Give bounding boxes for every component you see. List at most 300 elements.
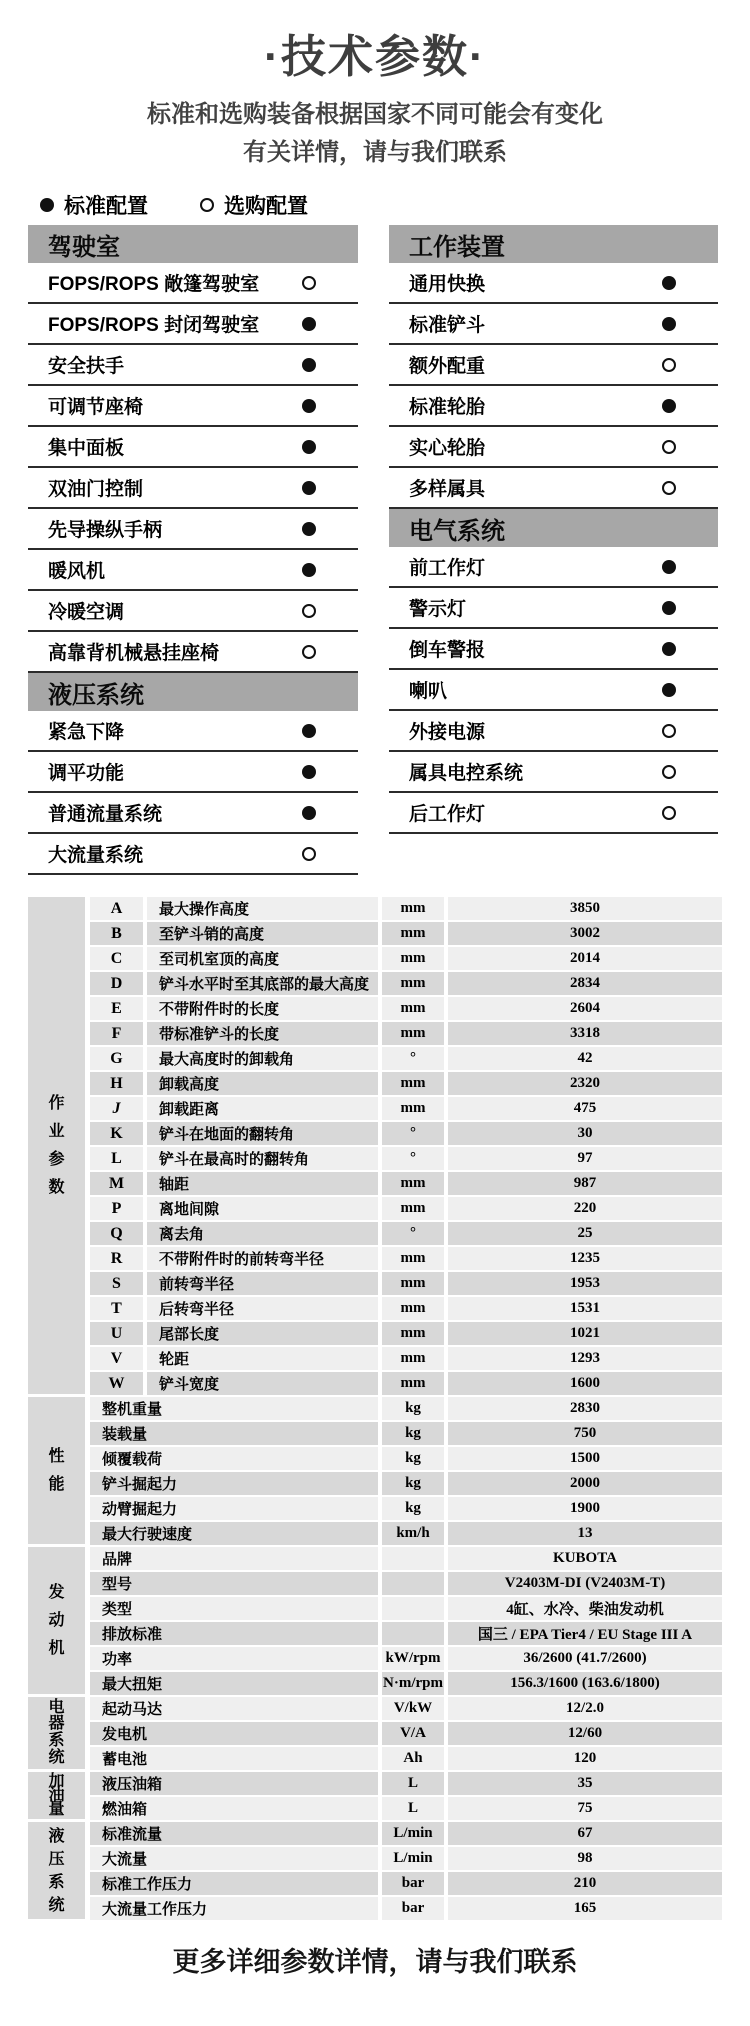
spec-value-cell: 1531 <box>448 1297 722 1320</box>
spec-desc-cell: 液压油箱 <box>90 1772 378 1795</box>
spec-section-label-char: 机 <box>48 1639 65 1657</box>
spec-value-cell: 2604 <box>448 997 722 1020</box>
spec-section-label-char: 压 <box>48 1850 65 1868</box>
spec-value-cell: 75 <box>448 1797 722 1820</box>
spec-unit-cell <box>382 1597 444 1620</box>
spec-row <box>90 1222 722 1245</box>
spec-section-3 <box>28 1697 722 1772</box>
spec-desc-cell: 卸载距离 <box>147 1097 378 1120</box>
spec-desc-cell: 前转弯半径 <box>147 1272 378 1295</box>
spec-letter-cell: L <box>90 1147 143 1170</box>
spec-section-label-char: 性 <box>48 1447 65 1465</box>
spec-desc-cell: 铲斗宽度 <box>147 1372 378 1395</box>
spec-section-label-char: 业 <box>48 1122 65 1140</box>
spec-unit-cell <box>382 1547 444 1570</box>
config-row <box>28 632 358 673</box>
spec-row <box>90 1272 722 1295</box>
spec-section-rows <box>90 1547 722 1697</box>
spec-section-label-char: 加 <box>48 1772 65 1790</box>
spec-value-cell: 2830 <box>448 1397 722 1420</box>
spec-desc-cell: 排放标准 <box>90 1622 378 1645</box>
spec-row <box>90 1297 722 1320</box>
spec-unit-cell: mm <box>382 947 444 970</box>
spec-unit-cell: L/min <box>382 1847 444 1870</box>
spec-value-cell: 1900 <box>448 1497 722 1520</box>
standard-dot-icon <box>302 440 316 454</box>
config-row <box>389 263 718 304</box>
spec-row <box>90 1372 722 1395</box>
spec-value-cell: 220 <box>448 1197 722 1220</box>
spec-row <box>90 922 722 945</box>
spec-value-cell: 25 <box>448 1222 722 1245</box>
spec-value-cell: 1500 <box>448 1447 722 1470</box>
standard-dot-icon <box>662 642 676 656</box>
spec-desc-cell: 最大操作高度 <box>147 897 378 920</box>
spec-value-cell: 1235 <box>448 1247 722 1270</box>
spec-section-label <box>28 1697 85 1769</box>
spec-section-label-char: 动 <box>48 1611 65 1629</box>
spec-section-rows <box>90 1697 722 1772</box>
spec-table <box>28 897 722 1922</box>
config-row <box>389 588 718 629</box>
spec-unit-cell: bar <box>382 1872 444 1895</box>
spec-value-cell: 2320 <box>448 1072 722 1095</box>
spec-row <box>90 1347 722 1370</box>
config-item-label: 安全扶手 <box>48 356 125 377</box>
spec-unit-cell: kg <box>382 1472 444 1495</box>
spec-row <box>90 1197 722 1220</box>
spec-value-cell: 国三 / EPA Tier4 / EU Stage III A <box>448 1622 722 1645</box>
spec-value-cell: V2403M-DI (V2403M-T) <box>448 1572 722 1595</box>
config-item-label: 外接电源 <box>409 722 486 743</box>
config-section-header-left-1: 液压系统 <box>28 673 358 711</box>
spec-row <box>90 1672 722 1695</box>
spec-desc-cell: 离去角 <box>147 1222 378 1245</box>
spec-value-cell: 97 <box>448 1147 722 1170</box>
config-item-label: 后工作灯 <box>409 804 486 825</box>
config-row <box>389 629 718 670</box>
spec-desc-cell: 标准工作压力 <box>90 1872 378 1895</box>
spec-letter-cell: P <box>90 1197 143 1220</box>
legend <box>40 190 308 220</box>
config-item-label: 集中面板 <box>48 438 125 459</box>
standard-dot-icon <box>662 601 676 615</box>
config-item-label: 额外配重 <box>409 356 486 377</box>
config-item-label: 普通流量系统 <box>48 804 163 825</box>
spec-unit-cell: kg <box>382 1447 444 1470</box>
config-row <box>389 547 718 588</box>
spec-section-1 <box>28 1397 722 1547</box>
config-row <box>28 834 358 875</box>
spec-section-label <box>28 897 85 1394</box>
spec-value-cell: 35 <box>448 1772 722 1795</box>
spec-row <box>90 1122 722 1145</box>
spec-unit-cell: N·m/rpm <box>382 1672 444 1695</box>
spec-value-cell: KUBOTA <box>448 1547 722 1570</box>
spec-desc-cell: 装载量 <box>90 1422 378 1445</box>
spec-section-0 <box>28 897 722 1397</box>
spec-desc-cell: 最大行驶速度 <box>90 1522 378 1545</box>
spec-desc-cell: 最大高度时的卸载角 <box>147 1047 378 1070</box>
spec-section-label <box>28 1547 85 1694</box>
config-item-label: 标准轮胎 <box>409 397 486 418</box>
config-item-label: 可调节座椅 <box>48 397 144 418</box>
spec-row <box>90 1072 722 1095</box>
spec-letter-cell: A <box>90 897 143 920</box>
config-item-label: 冷暖空调 <box>48 602 125 623</box>
optional-dot-icon <box>662 765 676 779</box>
spec-row <box>90 1822 722 1845</box>
spec-value-cell: 2834 <box>448 972 722 995</box>
spec-desc-cell: 大流量工作压力 <box>90 1897 378 1920</box>
standard-dot-icon <box>302 317 316 331</box>
config-item-label: 警示灯 <box>409 599 467 620</box>
spec-value-cell: 12/2.0 <box>448 1697 722 1720</box>
spec-unit-cell: mm <box>382 972 444 995</box>
config-row <box>389 427 718 468</box>
spec-letter-cell: W <box>90 1372 143 1395</box>
config-row <box>389 670 718 711</box>
spec-desc-cell: 不带附件时的前转弯半径 <box>147 1247 378 1270</box>
config-row <box>389 752 718 793</box>
spec-desc-cell: 标准流量 <box>90 1822 378 1845</box>
spec-row <box>90 1697 722 1720</box>
spec-section-rows <box>90 1822 722 1922</box>
spec-row <box>90 947 722 970</box>
standard-dot-icon <box>662 560 676 574</box>
spec-section-label-char: 作 <box>48 1094 65 1112</box>
config-row <box>389 468 718 509</box>
optional-dot-icon <box>302 847 316 861</box>
spec-row <box>90 1047 722 1070</box>
config-row <box>28 752 358 793</box>
spec-unit-cell: ° <box>382 1147 444 1170</box>
config-item-label: 多样属具 <box>409 479 486 500</box>
config-row <box>389 304 718 345</box>
standard-dot-icon <box>302 522 316 536</box>
config-item-label: FOPS/ROPS 敞篷驾驶室 <box>48 274 260 295</box>
config-section-header-right-0: 工作装置 <box>389 225 718 263</box>
standard-dot-icon <box>40 198 54 212</box>
config-item-label: 暖风机 <box>48 561 106 582</box>
spec-desc-cell: 最大扭矩 <box>90 1672 378 1695</box>
standard-dot-icon <box>302 399 316 413</box>
spec-section-label-char: 器 <box>48 1715 65 1733</box>
spec-letter-cell: U <box>90 1322 143 1345</box>
spec-unit-cell: ° <box>382 1047 444 1070</box>
spec-desc-cell: 至司机室顶的高度 <box>147 947 378 970</box>
spec-unit-cell: ° <box>382 1122 444 1145</box>
spec-section-label-char: 发 <box>48 1583 65 1601</box>
legend-optional-label: 选购配置 <box>224 195 308 218</box>
config-row <box>389 345 718 386</box>
spec-value-cell: 3850 <box>448 897 722 920</box>
spec-value-cell: 12/60 <box>448 1722 722 1745</box>
spec-desc-cell: 起动马达 <box>90 1697 378 1720</box>
spec-desc-cell: 发电机 <box>90 1722 378 1745</box>
spec-value-cell: 750 <box>448 1422 722 1445</box>
spec-unit-cell: V/kW <box>382 1697 444 1720</box>
spec-section-label-char: 系 <box>48 1732 65 1749</box>
standard-dot-icon <box>662 399 676 413</box>
config-item-label: 倒车警报 <box>409 640 486 661</box>
spec-desc-cell: 轴距 <box>147 1172 378 1195</box>
config-row <box>28 427 358 468</box>
legend-standard-label: 标准配置 <box>64 195 148 218</box>
optional-dot-icon <box>302 645 316 659</box>
standard-dot-icon <box>302 724 316 738</box>
config-item-label: 调平功能 <box>48 763 125 784</box>
spec-desc-cell: 铲斗掘起力 <box>90 1472 378 1495</box>
spec-section-label-char: 量 <box>48 1800 65 1818</box>
spec-row <box>90 1597 722 1620</box>
spec-desc-cell: 离地间隙 <box>147 1197 378 1220</box>
footer-note: 更多详细参数详情，请与我们联系 <box>172 1947 578 1977</box>
spec-unit-cell: mm <box>382 922 444 945</box>
spec-section-label-char: 油 <box>48 1786 65 1804</box>
standard-dot-icon <box>302 806 316 820</box>
spec-letter-cell: R <box>90 1247 143 1270</box>
spec-row <box>90 972 722 995</box>
config-row <box>28 304 358 345</box>
spec-section-label-char: 液 <box>48 1827 65 1845</box>
spec-row <box>90 1722 722 1745</box>
spec-desc-cell: 带标准铲斗的长度 <box>147 1022 378 1045</box>
spec-letter-cell: S <box>90 1272 143 1295</box>
spec-unit-cell: mm <box>382 1022 444 1045</box>
standard-dot-icon <box>302 358 316 372</box>
spec-unit-cell: mm <box>382 1272 444 1295</box>
spec-unit-cell: mm <box>382 1172 444 1195</box>
spec-section-label-char: 能 <box>48 1475 65 1493</box>
spec-section-rows <box>90 1772 722 1822</box>
config-row <box>28 345 358 386</box>
spec-section-label-char: 参 <box>48 1150 65 1168</box>
config-row <box>389 386 718 427</box>
spec-row <box>90 1147 722 1170</box>
spec-row <box>90 1572 722 1595</box>
spec-unit-cell: Ah <box>382 1747 444 1770</box>
config-section-header-left-0: 驾驶室 <box>28 225 358 263</box>
spec-letter-cell: V <box>90 1347 143 1370</box>
spec-unit-cell: ° <box>382 1222 444 1245</box>
config-item-label: 属具电控系统 <box>409 763 524 784</box>
config-item-label: 高靠背机械悬挂座椅 <box>48 643 220 664</box>
config-row <box>28 509 358 550</box>
config-row <box>28 468 358 509</box>
spec-unit-cell: mm <box>382 1197 444 1220</box>
spec-value-cell: 42 <box>448 1047 722 1070</box>
spec-unit-cell: mm <box>382 1347 444 1370</box>
spec-section-2 <box>28 1547 722 1697</box>
spec-value-cell: 4缸、水冷、柴油发动机 <box>448 1597 722 1620</box>
config-item-label: FOPS/ROPS 封闭驾驶室 <box>48 315 260 336</box>
spec-desc-cell: 燃油箱 <box>90 1797 378 1820</box>
spec-unit-cell: bar <box>382 1897 444 1920</box>
spec-row <box>90 1322 722 1345</box>
optional-dot-icon <box>302 276 316 290</box>
optional-dot-icon <box>662 806 676 820</box>
spec-row <box>90 1497 722 1520</box>
spec-value-cell: 3002 <box>448 922 722 945</box>
spec-row <box>90 1172 722 1195</box>
spec-section-label <box>28 1772 85 1819</box>
spec-unit-cell: mm <box>382 1297 444 1320</box>
spec-row <box>90 1247 722 1270</box>
config-item-label: 标准铲斗 <box>409 315 486 336</box>
spec-unit-cell: mm <box>382 1072 444 1095</box>
spec-letter-cell: D <box>90 972 143 995</box>
spec-desc-cell: 蓄电池 <box>90 1747 378 1770</box>
spec-desc-cell: 整机重量 <box>90 1397 378 1420</box>
optional-dot-icon <box>302 604 316 618</box>
spec-unit-cell: mm <box>382 897 444 920</box>
spec-unit-cell: mm <box>382 997 444 1020</box>
spec-value-cell: 1953 <box>448 1272 722 1295</box>
spec-row <box>90 1397 722 1420</box>
spec-desc-cell: 型号 <box>90 1572 378 1595</box>
standard-dot-icon <box>662 317 676 331</box>
config-row <box>28 550 358 591</box>
standard-dot-icon <box>302 765 316 779</box>
optional-dot-icon <box>662 440 676 454</box>
spec-value-cell: 67 <box>448 1822 722 1845</box>
spec-section-label-char: 系 <box>48 1873 65 1891</box>
spec-desc-cell: 类型 <box>90 1597 378 1620</box>
spec-letter-cell: B <box>90 922 143 945</box>
legend-optional <box>200 190 308 220</box>
config-row <box>28 711 358 752</box>
spec-desc-cell: 卸载高度 <box>147 1072 378 1095</box>
spec-row <box>90 1847 722 1870</box>
spec-section-label <box>28 1822 85 1919</box>
config-row <box>389 793 718 834</box>
spec-value-cell: 1600 <box>448 1372 722 1395</box>
spec-unit-cell <box>382 1572 444 1595</box>
spec-section-rows <box>90 1397 722 1547</box>
spec-letter-cell: K <box>90 1122 143 1145</box>
config-item-label: 喇叭 <box>409 681 448 702</box>
spec-letter-cell: C <box>90 947 143 970</box>
spec-desc-cell: 不带附件时的长度 <box>147 997 378 1020</box>
spec-letter-cell: F <box>90 1022 143 1045</box>
spec-row <box>90 1647 722 1670</box>
spec-row <box>90 1022 722 1045</box>
spec-value-cell: 3318 <box>448 1022 722 1045</box>
spec-desc-cell: 品牌 <box>90 1547 378 1570</box>
spec-unit-cell: kg <box>382 1497 444 1520</box>
page-subtitle-line1: 标准和选购装备根据国家不同可能会有变化 <box>147 101 603 128</box>
spec-value-cell: 210 <box>448 1872 722 1895</box>
optional-dot-icon <box>200 198 214 212</box>
config-item-label: 实心轮胎 <box>409 438 486 459</box>
spec-unit-cell: V/A <box>382 1722 444 1745</box>
config-row <box>389 711 718 752</box>
spec-letter-cell: Q <box>90 1222 143 1245</box>
spec-unit-cell: L <box>382 1772 444 1795</box>
spec-value-cell: 156.3/1600 (163.6/1800) <box>448 1672 722 1695</box>
spec-row <box>90 1772 722 1795</box>
spec-unit-cell: mm <box>382 1372 444 1395</box>
config-item-label: 前工作灯 <box>409 558 486 579</box>
spec-section-label-char: 统 <box>48 1896 65 1914</box>
spec-letter-cell: H <box>90 1072 143 1095</box>
config-item-label: 紧急下降 <box>48 722 125 743</box>
config-item-label: 双油门控制 <box>48 479 144 500</box>
config-row <box>28 591 358 632</box>
spec-value-cell: 165 <box>448 1897 722 1920</box>
spec-unit-cell: mm <box>382 1322 444 1345</box>
config-item-label: 先导操纵手柄 <box>48 520 163 541</box>
spec-row <box>90 1422 722 1445</box>
spec-desc-cell: 铲斗在最高时的翻转角 <box>147 1147 378 1170</box>
config-row <box>28 263 358 304</box>
standard-dot-icon <box>302 563 316 577</box>
page-title: ·技术参数· <box>264 31 486 82</box>
spec-value-cell: 36/2600 (41.7/2600) <box>448 1647 722 1670</box>
spec-letter-cell: J <box>90 1097 143 1120</box>
spec-letter-cell: G <box>90 1047 143 1070</box>
spec-value-cell: 30 <box>448 1122 722 1145</box>
spec-unit-cell: mm <box>382 1097 444 1120</box>
spec-section-4 <box>28 1772 722 1822</box>
spec-desc-cell: 轮距 <box>147 1347 378 1370</box>
spec-row <box>90 1897 722 1920</box>
config-column-left <box>28 225 358 875</box>
spec-value-cell: 987 <box>448 1172 722 1195</box>
standard-dot-icon <box>302 481 316 495</box>
config-item-label: 通用快换 <box>409 274 486 295</box>
spec-section-label <box>28 1397 85 1544</box>
spec-unit-cell: L <box>382 1797 444 1820</box>
spec-unit-cell: L/min <box>382 1822 444 1845</box>
spec-value-cell: 1293 <box>448 1347 722 1370</box>
spec-desc-cell: 尾部长度 <box>147 1322 378 1345</box>
optional-dot-icon <box>662 481 676 495</box>
spec-letter-cell: E <box>90 997 143 1020</box>
optional-dot-icon <box>662 358 676 372</box>
spec-row <box>90 1547 722 1570</box>
spec-section-5 <box>28 1822 722 1922</box>
spec-row <box>90 897 722 920</box>
spec-value-cell: 13 <box>448 1522 722 1545</box>
spec-value-cell: 98 <box>448 1847 722 1870</box>
page-subtitle-line2: 有关详情，请与我们联系 <box>243 139 507 166</box>
config-section-header-right-1: 电气系统 <box>389 509 718 547</box>
spec-value-cell: 2000 <box>448 1472 722 1495</box>
spec-desc-cell: 大流量 <box>90 1847 378 1870</box>
config-item-label: 大流量系统 <box>48 845 144 866</box>
spec-section-rows <box>90 897 722 1397</box>
spec-row <box>90 1097 722 1120</box>
spec-letter-cell: T <box>90 1297 143 1320</box>
spec-unit-cell: kg <box>382 1397 444 1420</box>
config-row <box>28 386 358 427</box>
spec-row <box>90 1622 722 1645</box>
spec-desc-cell: 功率 <box>90 1647 378 1670</box>
optional-dot-icon <box>662 724 676 738</box>
spec-value-cell: 120 <box>448 1747 722 1770</box>
spec-unit-cell: kg <box>382 1422 444 1445</box>
spec-row <box>90 1747 722 1770</box>
config-row <box>28 793 358 834</box>
spec-row <box>90 1472 722 1495</box>
spec-unit-cell <box>382 1622 444 1645</box>
legend-standard <box>40 190 148 220</box>
standard-dot-icon <box>662 276 676 290</box>
spec-section-label-char: 统 <box>48 1748 65 1766</box>
spec-desc-cell: 后转弯半径 <box>147 1297 378 1320</box>
